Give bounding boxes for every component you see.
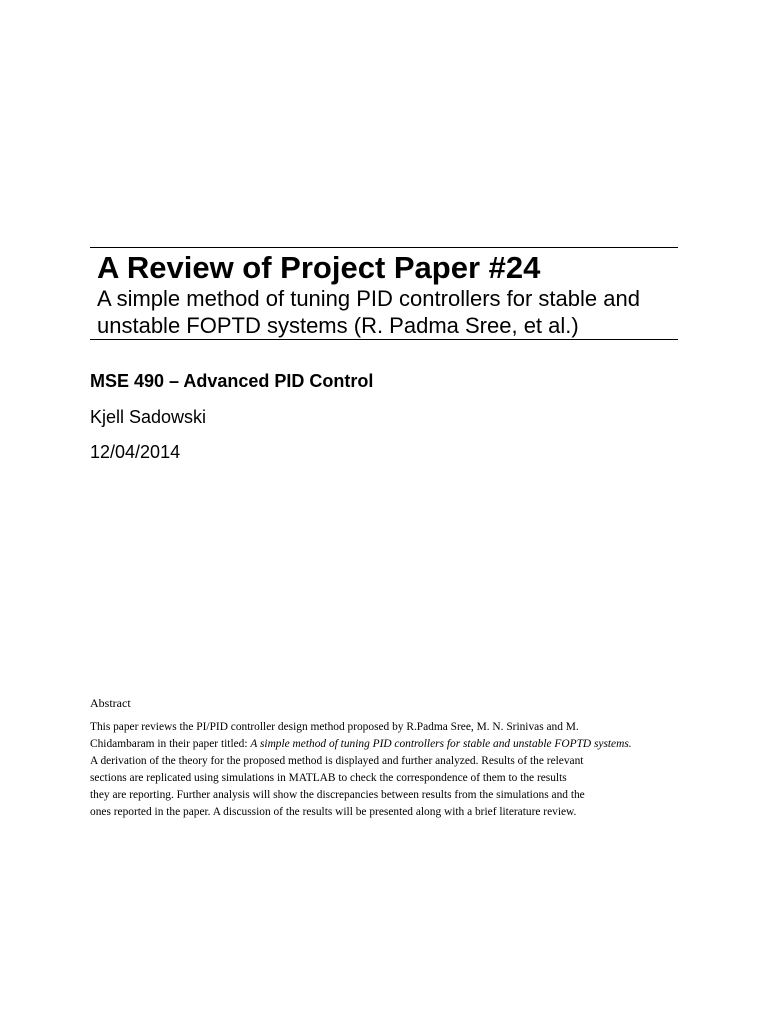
course-name: MSE 490 – Advanced PID Control: [90, 371, 374, 391]
document-date: 12/04/2014: [90, 442, 181, 462]
abstract-body: [90, 719, 680, 821]
document-title: A Review of Project Paper #24: [97, 250, 541, 285]
abstract-line-2-text: Chidambaram in their paper titled:: [90, 738, 251, 750]
document-subtitle: [97, 285, 687, 339]
subtitle-line-1: A simple method of tuning PID controllers for stable and: [97, 286, 640, 311]
abstract-line-2: [90, 736, 680, 753]
title-bottom-rule: [90, 339, 678, 340]
subtitle-line-2: unstable FOPTD systems (R. Padma Sree, et al.): [97, 313, 579, 338]
abstract-line-1: This paper reviews the PI/PID controller design method proposed by R.Padma Sree, M. N. Srinivas and M.: [90, 721, 579, 733]
abstract-line-4: sections are replicated using simulations in MATLAB to check the correspondence of them to the results: [90, 772, 567, 784]
abstract-line-3: A derivation of the theory for the proposed method is displayed and further analyzed. Results of the relevant: [90, 755, 584, 767]
author-name: Kjell Sadowski: [90, 407, 207, 427]
abstract-line-6: ones reported in the paper. A discussion of the results will be presented along with a brief literature review.: [90, 806, 577, 818]
cited-paper-title: A simple method of tuning PID controllers for stable and unstable FOPTD systems.: [250, 738, 632, 750]
abstract-heading: Abstract: [90, 696, 131, 710]
abstract-line-5: they are reporting. Further analysis will show the discrepancies between results from the simulations and the: [90, 789, 585, 801]
title-top-rule: [90, 247, 678, 248]
